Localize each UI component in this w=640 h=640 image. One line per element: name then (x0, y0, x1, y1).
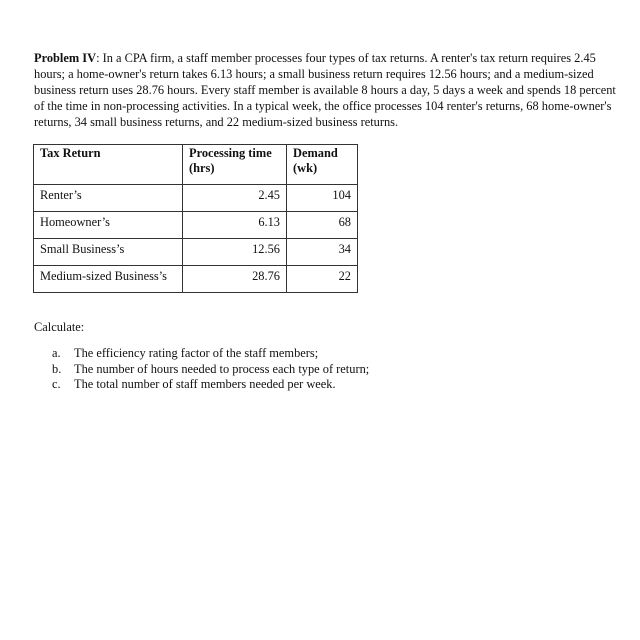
header-demand (287, 145, 358, 185)
problem-line-2: hours; a home-owner's return takes 6.13 hours; a small business return requires 12.56 hours; and a medium-sized (34, 67, 594, 81)
cell-demand: 22 (287, 266, 358, 293)
table-row (34, 239, 358, 266)
cell-time: 28.76 (183, 266, 287, 293)
cell-type: Medium-sized Business’s (34, 266, 183, 293)
task-list (52, 346, 369, 393)
list-item-text: The number of hours needed to process each type of return; (74, 361, 370, 376)
cell-type: Renter’s (34, 185, 183, 212)
list-marker: a. (52, 346, 61, 360)
list-marker: b. (52, 361, 62, 376)
cell-time: 6.13 (183, 212, 287, 239)
cell-demand: 68 (287, 212, 358, 239)
cell-time: 12.56 (183, 239, 287, 266)
list-marker: c. (52, 377, 61, 391)
list-item-text: The efficiency rating factor of the staff members; (74, 346, 319, 360)
problem-line-3: business return uses 28.76 hours. Every staff member is available 8 hours a day, 5 days a week and spends 18 percent (34, 83, 616, 97)
cell-demand: 104 (287, 185, 358, 212)
problem-line-1 (34, 50, 640, 66)
problem-label: Problem IV (34, 51, 97, 65)
list-item-text: The total number of staff members needed per week. (74, 377, 336, 391)
table-row (34, 266, 358, 293)
cell-time: 2.45 (183, 185, 287, 212)
problem-statement (34, 50, 640, 130)
header-processing-time-line1: Processing time (189, 146, 272, 160)
table-row (34, 212, 358, 239)
cell-type: Homeowner’s (34, 212, 183, 239)
header-processing-time-line2: (hrs) (189, 161, 215, 175)
list-item (52, 346, 369, 362)
cell-type: Small Business’s (34, 239, 183, 266)
header-demand-line1: Demand (293, 146, 338, 160)
header-tax-return: Tax Return (34, 145, 183, 185)
problem-line-4: of the time in non-processing activities. In a typical week, the office processes 104 renter's returns, 68 home-owner's (34, 99, 612, 113)
cell-demand: 34 (287, 239, 358, 266)
header-processing-time (183, 145, 287, 185)
table-header-row (34, 145, 358, 185)
problem-line-5: returns, 34 small business returns, and 22 medium-sized business returns. (34, 115, 399, 129)
list-item (52, 377, 369, 393)
header-demand-line2: (wk) (293, 161, 318, 175)
list-item (52, 362, 369, 378)
problem-text-1: : In a CPA firm, a staff member processes four types of tax returns. A renter's tax return requires 2.45 (96, 51, 596, 65)
tax-return-table (33, 144, 358, 293)
table-row (34, 185, 358, 212)
calculate-label: Calculate: (34, 320, 85, 334)
